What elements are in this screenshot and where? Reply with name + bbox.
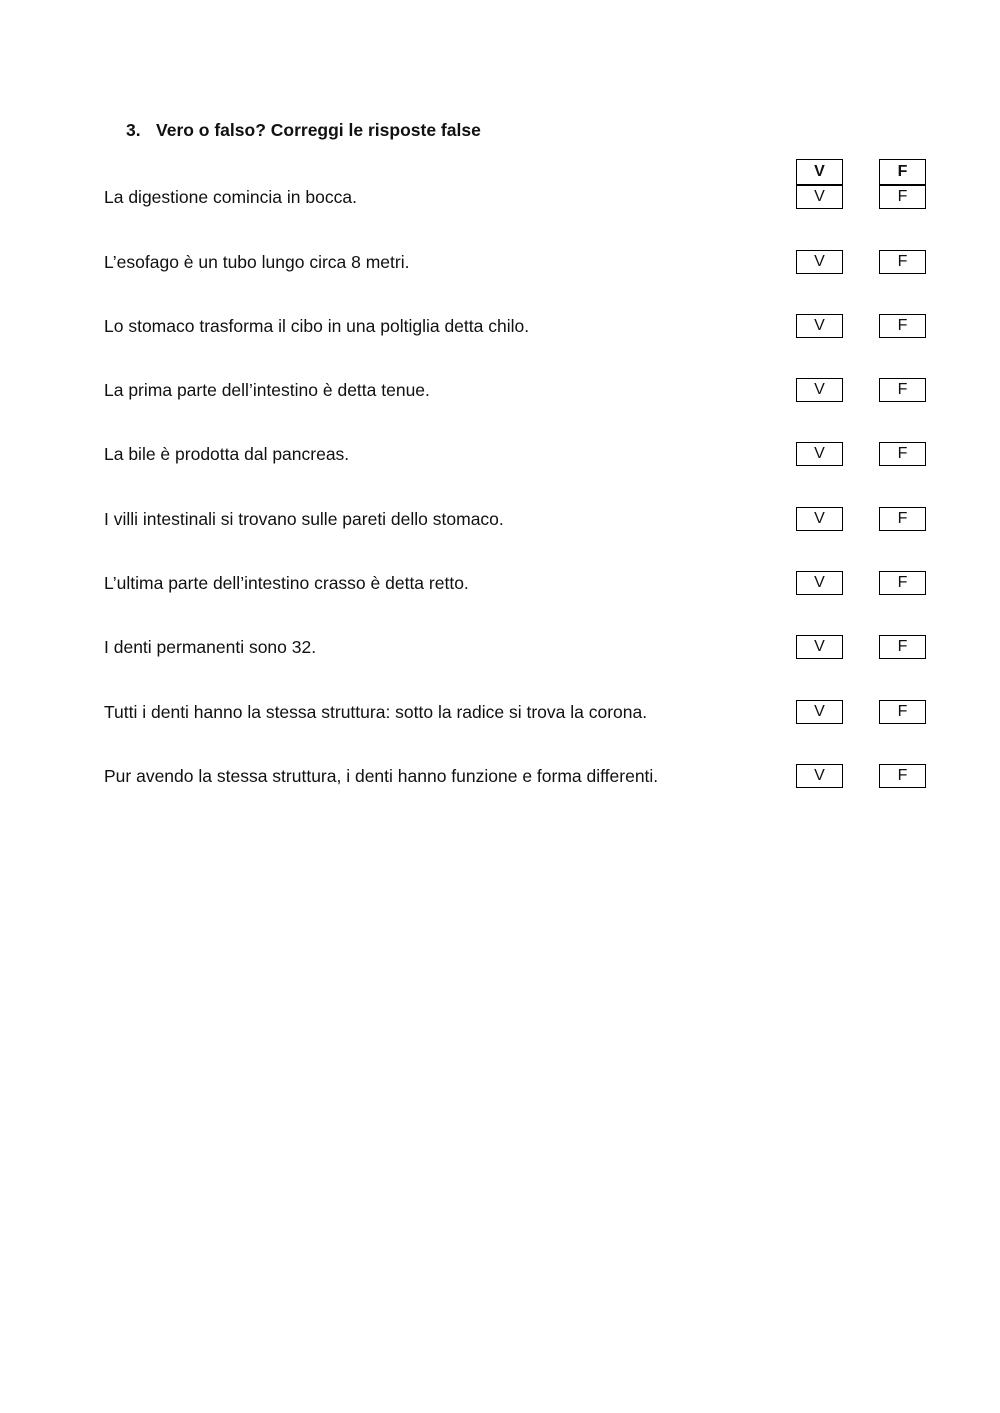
answer-header xyxy=(796,159,928,186)
answer-choices xyxy=(796,314,928,340)
statement-text: La prima parte dell’intestino è detta tenue. xyxy=(104,380,430,400)
statement-text: Lo stomaco trasforma il cibo in una poltiglia detta chilo. xyxy=(104,316,530,336)
statement-row xyxy=(104,378,928,404)
answer-choices xyxy=(796,185,928,211)
false-checkbox[interactable]: F xyxy=(879,442,926,466)
true-checkbox[interactable]: V xyxy=(796,378,843,402)
true-checkbox[interactable]: V xyxy=(796,700,843,724)
true-checkbox[interactable]: V xyxy=(796,635,843,659)
answer-choices xyxy=(796,507,928,533)
statement-row xyxy=(104,700,928,726)
statement-row xyxy=(104,250,928,276)
statement-text: La bile è prodotta dal pancreas. xyxy=(104,444,350,464)
false-checkbox[interactable]: F xyxy=(879,185,926,209)
statement-text: I denti permanenti sono 32. xyxy=(104,637,317,657)
statement-row xyxy=(104,635,928,661)
answer-choices xyxy=(796,571,928,597)
statement-row xyxy=(104,571,928,597)
exercise-title xyxy=(126,120,481,141)
false-checkbox[interactable]: F xyxy=(879,250,926,274)
exercise-number: 3. xyxy=(126,120,141,140)
true-checkbox[interactable]: V xyxy=(796,314,843,338)
true-checkbox[interactable]: V xyxy=(796,250,843,274)
statement-text: La digestione comincia in bocca. xyxy=(104,187,357,207)
statement-text: I villi intestinali si trovano sulle pareti dello stomaco. xyxy=(104,509,504,529)
statement-row xyxy=(104,442,928,468)
statement-text: Tutti i denti hanno la stessa struttura: sotto la radice si trova la corona. xyxy=(104,702,648,722)
statement-row xyxy=(104,185,928,211)
false-checkbox[interactable]: F xyxy=(879,507,926,531)
answer-choices xyxy=(796,442,928,468)
answer-choices xyxy=(796,378,928,404)
false-checkbox[interactable]: F xyxy=(879,635,926,659)
answer-choices xyxy=(796,250,928,276)
false-checkbox[interactable]: F xyxy=(879,378,926,402)
statement-row xyxy=(104,507,928,533)
true-checkbox[interactable]: V xyxy=(796,764,843,788)
false-checkbox[interactable]: F xyxy=(879,764,926,788)
statement-text: Pur avendo la stessa struttura, i denti hanno funzione e forma differenti. xyxy=(104,766,659,786)
false-checkbox[interactable]: F xyxy=(879,571,926,595)
header-true-label: V xyxy=(796,159,843,185)
false-checkbox[interactable]: F xyxy=(879,314,926,338)
statement-text: L’ultima parte dell’intestino crasso è detta retto. xyxy=(104,573,469,593)
true-checkbox[interactable]: V xyxy=(796,571,843,595)
answer-choices xyxy=(796,700,928,726)
statement-row xyxy=(104,764,928,790)
true-checkbox[interactable]: V xyxy=(796,185,843,209)
false-checkbox[interactable]: F xyxy=(879,700,926,724)
true-checkbox[interactable]: V xyxy=(796,442,843,466)
true-checkbox[interactable]: V xyxy=(796,507,843,531)
answer-choices xyxy=(796,764,928,790)
statement-text: L’esofago è un tubo lungo circa 8 metri. xyxy=(104,252,410,272)
exercise-title-text: Vero o falso? Correggi le risposte false xyxy=(156,120,481,140)
statement-row xyxy=(104,314,928,340)
answer-choices xyxy=(796,635,928,661)
header-false-label: F xyxy=(879,159,926,185)
